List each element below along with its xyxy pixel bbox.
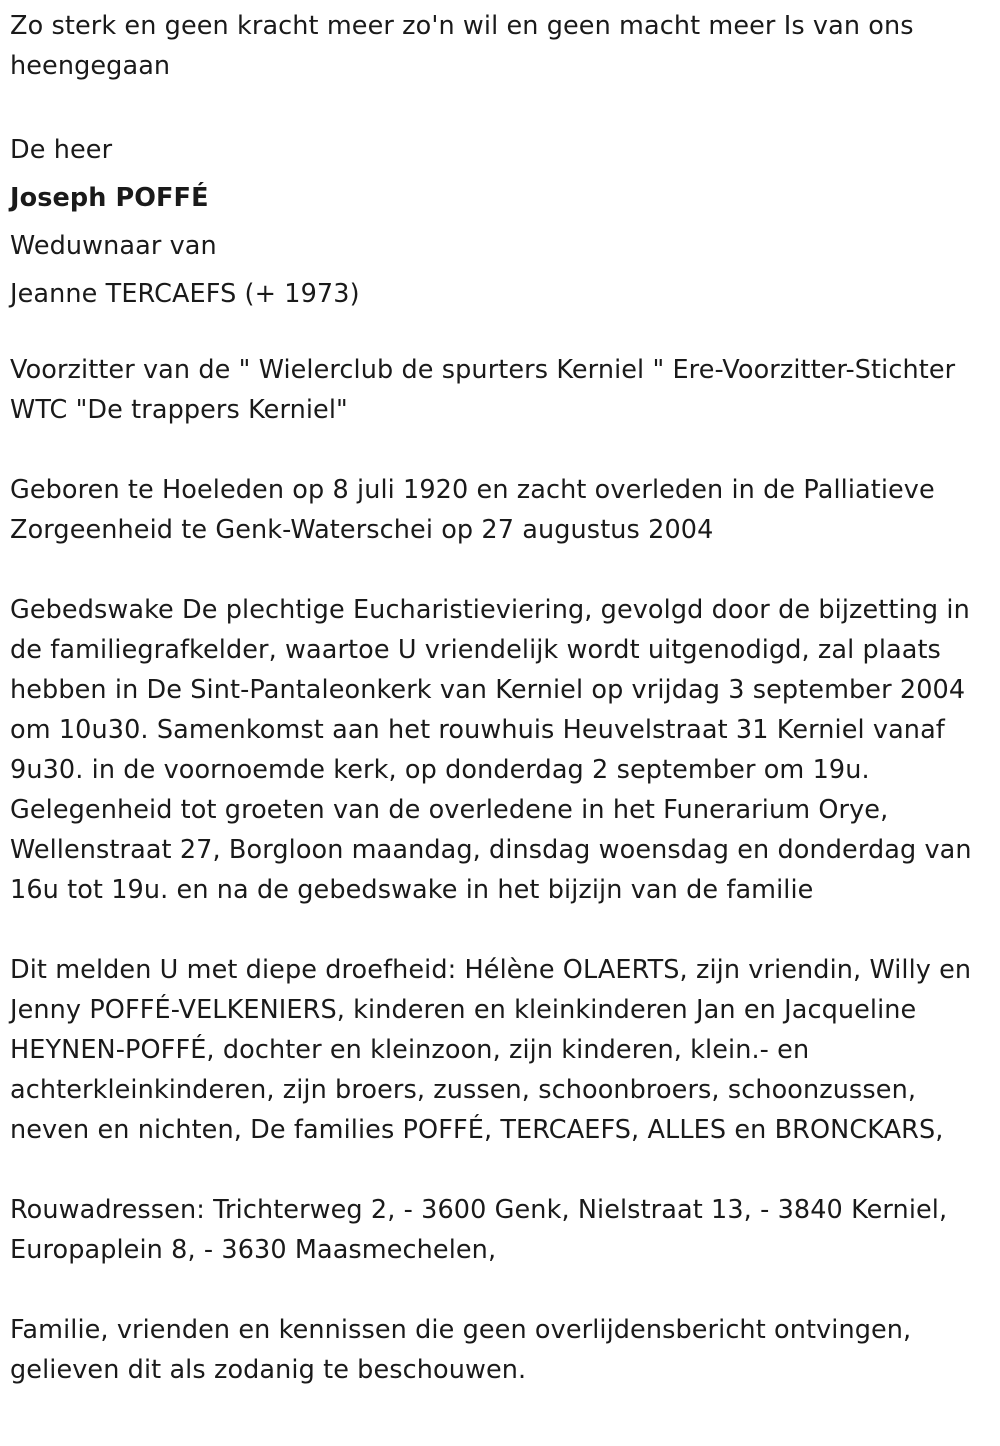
intro-text: Zo sterk en geen kracht meer zo'n wil en geen macht meer Is van ons heengegaan [10,11,914,81]
announcers-paragraph: Dit melden U met diepe droefheid: Hélène OLAERTS, zijn vriendin, Willy en Jenny POFFÉ-VELKENIERS, kinderen en kleinkinderen Jan en Jacqueline HEYNEN-POFFÉ, dochter en kleinzoon, zijn kinderen, klein.- en achterkleinkinderen, zijn broers, zussen, schoonbroers, schoonzussen, neven en nichten, De families POFFÉ, TERCAEFS, ALLES en BRONCKARS, [10,955,972,1145]
closing-paragraph: Familie, vrienden en kennissen die geen overlijdensbericht ontvingen, gelieven dit als zodanig te beschouwen. [10,1315,912,1385]
spacer [10,1150,992,1190]
spacer [10,1270,992,1310]
widower-label: Weduwnaar van [10,231,217,261]
spouse-name: Jeanne TERCAEFS (+ 1973) [10,279,360,309]
spacer [10,430,992,470]
addresses-paragraph: Rouwadressen: Trichterweg 2, - 3600 Genk, Nielstraat 13, - 3840 Kerniel, Europaplein 8, - 3630 Maasmechelen, [10,1195,948,1265]
obituary-text [10,6,992,1390]
deceased-name: Joseph POFFÉ [10,183,209,213]
roles-paragraph: Voorzitter van de " Wielerclub de spurters Kerniel " Ere-Voorzitter-Stichter WTC "De trappers Kerniel" [10,355,956,425]
birth-death-paragraph: Geboren te Hoeleden op 8 juli 1920 en zacht overleden in de Palliatieve Zorgeenheid te Genk-Waterschei op 27 augustus 2004 [10,475,935,545]
spacer [10,550,992,590]
spacer [10,910,992,950]
spacer [10,318,992,350]
spacer [10,86,992,126]
ceremony-paragraph: Gebedswake De plechtige Eucharistieviering, gevolgd door de bijzetting in de familiegrafkelder, waartoe U vriendelijk wordt uitgenodigd, zal plaats hebben in De Sint-Pantaleonkerk van Kerniel op vrijdag 3 september 2004 om 10u30. Samenkomst aan het rouwhuis Heuvelstraat 31 Kerniel vanaf 9u30. in de voornoemde kerk, op donderdag 2 september om 19u. Gelegenheid tot groeten van de overledene in het Funerarium Orye, Wellenstraat 27, Borgloon maandag, dinsdag woensdag en donderdag van 16u tot 19u. en na de gebedswake in het bijzijn van de familie [10,595,972,905]
salutation: De heer [10,135,113,165]
